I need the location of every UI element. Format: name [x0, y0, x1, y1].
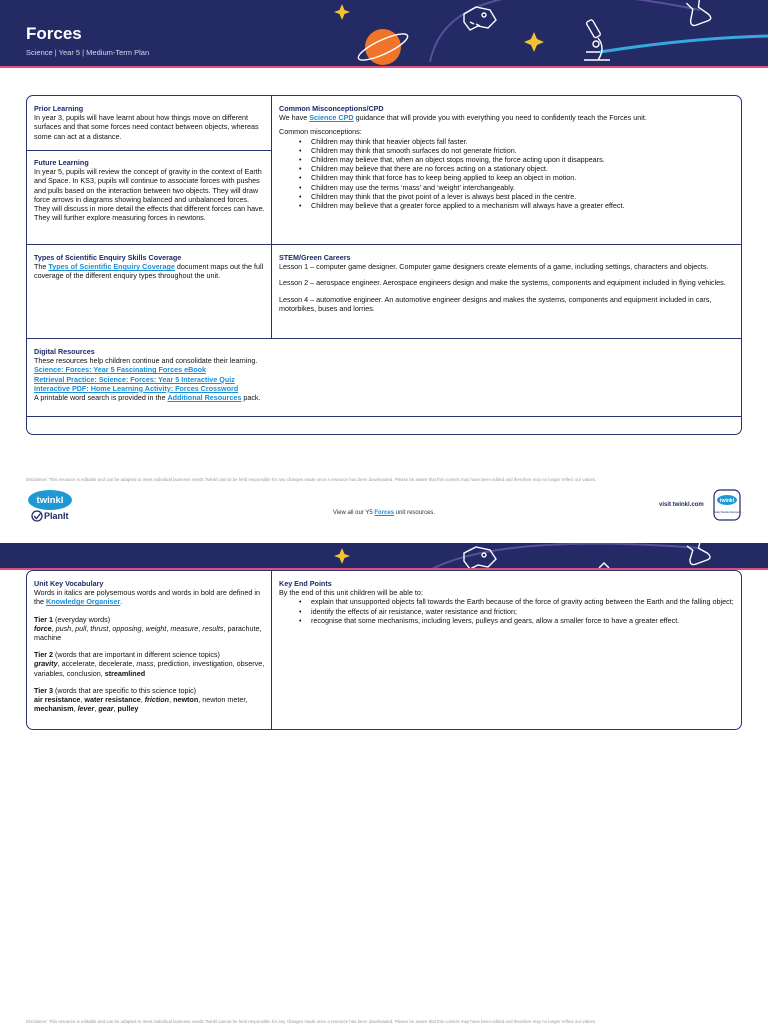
twinkl-planit-logo[interactable] — [26, 489, 84, 523]
row-divider — [27, 416, 742, 417]
enquiry-section — [34, 253, 266, 281]
vocab-word: pull — [75, 623, 87, 633]
digital-resources-section — [34, 347, 734, 402]
vocab-word: water resistance — [84, 695, 141, 705]
dinosaur-skull-icon — [464, 7, 496, 30]
comet-trail — [600, 36, 768, 52]
vocab-word: results — [202, 623, 224, 633]
vocabulary-intro-text: . — [120, 597, 123, 607]
vocab-word: accelerate — [61, 659, 95, 669]
vocab-word: parachute — [227, 623, 260, 633]
list-item: • Children may think that heavier objects fall faster. — [299, 137, 737, 146]
plan-card-vocabulary — [26, 570, 742, 730]
list-item: • Children may believe that a greater force applied to a mechanism will always have a greater effect. — [299, 201, 737, 210]
plan-card-overview — [26, 95, 742, 435]
additional-resources-link[interactable]: Additional Resources — [167, 393, 242, 403]
digital-resources-intro: These resources help children continue and consolidate their learning. — [34, 356, 258, 366]
vocab-word: newton — [173, 695, 199, 705]
misconceptions-list — [299, 137, 737, 211]
tier-3-words: air resistance, water resistance, friction, newton, newton meter, mechanism, lever, gear, pulley — [34, 695, 248, 714]
science-cpd-link[interactable]: Science CPD — [309, 113, 354, 123]
visit-twinkl-link[interactable]: visit twinkl.com — [659, 502, 704, 508]
misconceptions-label: Common misconceptions: — [279, 127, 362, 137]
ebook-link[interactable]: Science: Forces: Year 5 Fascinating Forces eBook — [34, 365, 207, 375]
vocab-word: observe — [236, 659, 263, 669]
svg-text:Quality Standard Approved: Quality Standard Approved — [713, 512, 741, 514]
list-item: • Children may think that smooth surfaces do not generate friction. — [299, 146, 737, 155]
space-decoration — [0, 543, 768, 570]
misconceptions-section — [279, 104, 737, 210]
page-title: Forces — [26, 24, 82, 43]
vocab-word: variables — [34, 668, 63, 678]
tier-2-label: Tier 2 — [34, 650, 54, 660]
row-divider — [27, 244, 742, 245]
enquiry-text-part: The — [34, 262, 49, 272]
vocab-word: machine — [34, 633, 62, 643]
end-points-list — [299, 597, 737, 625]
vocab-word: investigation — [192, 659, 233, 669]
careers-heading: STEM/Green Careers — [279, 253, 351, 262]
view-resources-text — [0, 510, 768, 516]
tier-1-description: (everyday words) — [53, 614, 111, 624]
vocab-word: mass — [136, 659, 154, 669]
vocab-word: force — [34, 623, 52, 633]
enquiry-heading: Types of Scientific Enquiry Skills Coverage — [34, 253, 182, 262]
prior-learning-text: In year 3, pupils will have learnt about how things move on different surfaces and that some forces need contact between objects, whereas some can act at a distance. — [34, 113, 259, 141]
list-item: • Children may believe that there are no forces acting on a stationary object. — [299, 164, 737, 173]
vocabulary-intro-text: Words in italics are polysemous words and words in bold are defined in the — [34, 588, 260, 607]
vocab-word: thrust — [90, 623, 109, 633]
column-divider — [271, 96, 272, 338]
vocab-word: decelerate — [98, 659, 133, 669]
end-points-intro: By the end of this unit children will be able to: — [279, 588, 423, 598]
career-lesson: Lesson 4 – automotive engineer. An automotive engineer designs and makes the systems, components and equipment included in cars, motorbikes, buses and lorries. — [279, 294, 712, 313]
vocab-word: gravity — [34, 659, 58, 669]
star-icon — [334, 548, 350, 564]
header-banner — [0, 543, 768, 570]
orbit-line — [430, 544, 700, 570]
tier-3-description: (words that are specific to this science topic) — [53, 685, 197, 695]
page-subtitle: Science | Year 5 | Medium-Term Plan — [26, 48, 150, 57]
word-search-text-part: pack. — [241, 393, 261, 403]
enquiry-coverage-link[interactable]: Types of Scientific Enquiry Coverage — [48, 262, 175, 272]
quality-standard-badge — [713, 489, 741, 521]
end-points-heading: Key End Points — [279, 579, 332, 588]
list-item: • Children may think that the pivot point of a lever is always best placed in the centre. — [299, 192, 737, 201]
cpd-intro-text: guidance that will provide you with everything you need to confidently teach the Forces unit. — [353, 113, 647, 123]
view-text-part: View all our Y5 — [332, 510, 375, 516]
vocab-word: measure — [170, 623, 199, 633]
tier-3-label: Tier 3 — [34, 685, 54, 695]
list-item: • Children may believe that, when an object stops moving, the force acting upon it disappears. — [299, 155, 737, 164]
forces-unit-link[interactable]: Forces — [374, 510, 395, 516]
prior-learning-heading: Prior Learning — [34, 104, 84, 113]
future-learning-text: In year 5, pupils will review the concept of gravity in the context of Earth and Space. In KS3, pupils will continue to associate forces with pushes and pulls based on the interaction between two objects. They will draw force arrows in diagrams showing balanced and unbalanced forces. They will discuss in more detail the effects that different forces can have. They will further explore measuring forces in newtons. — [34, 167, 265, 223]
vocab-word: air resistance — [34, 695, 81, 705]
vocab-word: friction — [144, 695, 170, 705]
list-item: • recognise that some mechanisms, including levers, pulleys and gears, allow a smaller force to have a greater effect. — [299, 616, 737, 625]
microscope-icon — [584, 19, 610, 60]
knowledge-organiser-link[interactable]: Knowledge Organiser — [46, 597, 121, 607]
vocab-word: lever — [77, 704, 95, 714]
planet-icon — [356, 29, 411, 65]
vocab-word: gear — [98, 704, 114, 714]
vocab-word: opposing — [112, 623, 142, 633]
vocabulary-section — [34, 579, 266, 713]
quiz-link[interactable]: Retrieval Practice: Science: Forces: Year 5 Interactive Quiz — [34, 374, 235, 384]
vocab-word: weight — [145, 623, 167, 633]
column-divider — [271, 571, 272, 730]
row-divider — [27, 150, 272, 151]
list-item: • Children may use the terms ‘mass’ and ‘weight’ interchangeably. — [299, 183, 737, 192]
careers-section — [279, 253, 737, 313]
crossword-link[interactable]: Interactive PDF: Home Learning Activity: Forces Crossword — [34, 383, 239, 393]
disclaimer-text: Disclaimer: This resource is editable and can be adapted to meet individual business needs.Twinkl cannot be held responsible for any changes made once a resource has been downloaded. Please be aware that this content may have been edited and therefore may no longer reflect our values. — [26, 477, 597, 482]
tier-1-label: Tier 1 — [34, 614, 54, 624]
career-lesson: Lesson 2 – aerospace engineer. Aerospace engineers design and make the systems, components and equipment included in flying vehicles. — [279, 278, 726, 288]
word-search-text-part: A printable word search is provided in the — [34, 393, 168, 403]
list-item: • Children may think that force has to keep being applied to keep an object in motion. — [299, 173, 737, 182]
vocab-word: conclusion — [66, 668, 101, 678]
enquiry-text-part: document maps out the full coverage of the different enquiry types throughout the unit. — [34, 262, 264, 281]
tier-3-line — [34, 686, 266, 695]
list-item: • explain that unsupported objects fall towards the Earth because of the force of gravity acting between the Earth and the falling object; — [299, 597, 737, 606]
tier-2-words: gravity, accelerate, decelerate, mass, prediction, investigation, observe, variables, conclusion, streamlined — [34, 659, 265, 678]
svg-text:PlanIt: PlanIt — [44, 511, 69, 521]
cpd-intro-text: We have — [279, 113, 310, 123]
row-divider — [27, 338, 742, 339]
space-decoration — [0, 0, 768, 68]
vocab-word: pulley — [117, 704, 139, 714]
banner-underline — [0, 66, 768, 68]
vocabulary-intro — [34, 588, 266, 606]
star-icon — [334, 4, 350, 20]
tier-1-words: force, push, pull, thrust, opposing, weight, measure, results, parachute, machine — [34, 623, 262, 643]
end-points-section — [279, 579, 737, 625]
list-item: • identify the effects of air resistance, water resistance and friction; — [299, 607, 737, 616]
star-icon — [524, 32, 544, 52]
vocabulary-heading: Unit Key Vocabulary — [34, 579, 104, 588]
vocab-word: streamlined — [104, 668, 146, 678]
flask-icon — [685, 543, 711, 566]
header-banner — [0, 0, 768, 68]
tier-1-line — [34, 615, 266, 624]
vocab-word: newton meter — [202, 695, 246, 705]
disclaimer-text: Disclaimer: This resource is editable and can be adapted to meet individual business needs.Twinkl cannot be held responsible for any changes made once a resource has been downloaded. Please be aware that this content may have been edited and therefore may no longer reflect our values. — [26, 1019, 597, 1024]
enquiry-text — [34, 262, 266, 280]
career-lesson: Lesson 1 – computer game designer. Computer game designers create elements of a game, including settings, characters and objects. — [279, 262, 709, 272]
svg-text:twinkl: twinkl — [36, 495, 64, 506]
tier-2-line — [34, 650, 266, 659]
tier-2-description: (words that are important in different science topics) — [53, 650, 220, 660]
flask-icon — [684, 0, 711, 27]
digital-resources-heading: Digital Resources — [34, 347, 95, 356]
cpd-intro — [279, 113, 737, 122]
vocab-word: prediction — [157, 659, 189, 669]
future-learning-heading: Future Learning — [34, 158, 89, 167]
view-text-part: unit resources. — [394, 510, 436, 516]
vocab-word: push — [55, 623, 72, 633]
svg-text:twinkl: twinkl — [719, 498, 735, 504]
word-search-text — [34, 393, 734, 402]
vocab-word: mechanism — [34, 704, 74, 714]
prior-learning-section — [34, 104, 266, 141]
misconceptions-heading: Common Misconceptions/CPD — [279, 104, 384, 113]
future-learning-section — [34, 158, 266, 222]
orbit-line — [430, 0, 700, 62]
